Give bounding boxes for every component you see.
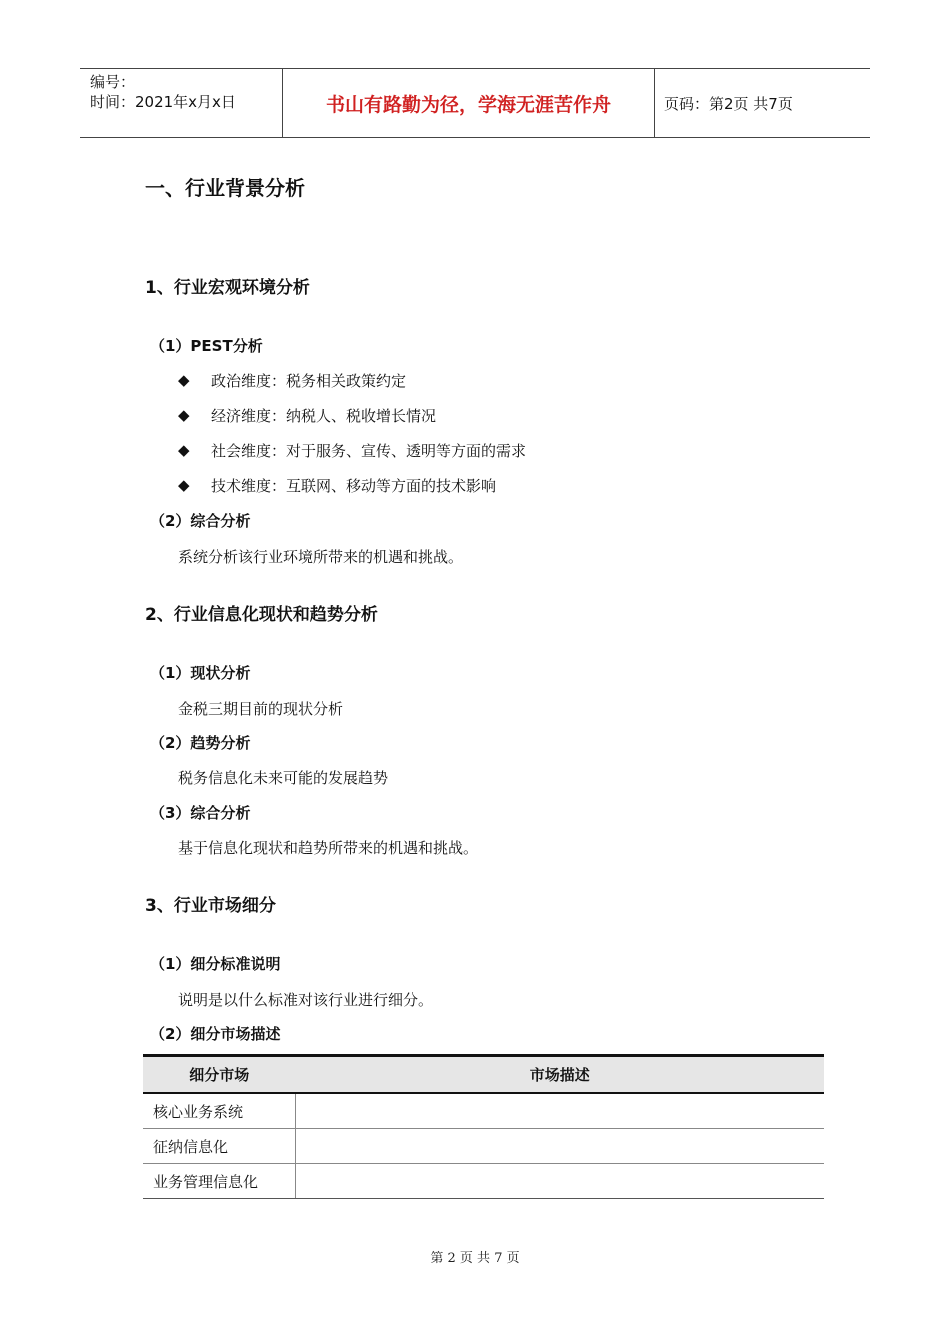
document-header — [80, 68, 870, 138]
table-row — [143, 1164, 824, 1199]
paragraph-status: 金税三期目前的现状分析 — [178, 700, 344, 718]
heading-comprehensive-2: （3）综合分析 — [150, 804, 251, 822]
paragraph-segment-criteria: 说明是以什么标准对该行业进行细分。 — [178, 991, 434, 1009]
bullet-item — [178, 370, 190, 389]
bullet-text-technology: 技术维度：互联网、移动等方面的技术影响 — [211, 477, 497, 495]
table-cell-description — [296, 1129, 825, 1164]
heading-macro-environment: 1、行业宏观环境分析 — [145, 278, 310, 298]
table-cell-description — [296, 1093, 825, 1129]
bullet-text-economic: 经济维度：纳税人、税收增长情况 — [211, 407, 437, 425]
heading-informatization: 2、行业信息化现状和趋势分析 — [145, 605, 378, 625]
table-header-row — [143, 1056, 824, 1094]
heading-trend: （2）趋势分析 — [150, 734, 251, 752]
heading-segment-description: （2）细分市场描述 — [150, 1025, 281, 1043]
heading-comprehensive-1: （2）综合分析 — [150, 512, 251, 530]
table-cell-segment: 征纳信息化 — [143, 1129, 296, 1164]
bullet-item — [178, 405, 190, 424]
bullet-item — [178, 475, 190, 494]
table-row — [143, 1093, 824, 1129]
column-header-description: 市场描述 — [296, 1056, 825, 1094]
paragraph-comprehensive-1: 系统分析该行业环境所带来的机遇和挑战。 — [178, 548, 464, 566]
page-footer: 第 2 页 共 7 页 — [430, 1251, 520, 1266]
header-page-cell — [655, 69, 870, 137]
diamond-bullet-icon: ◆ — [178, 476, 190, 494]
motto: 书山有路勤为径，学海无涯苦作舟 — [325, 93, 611, 116]
heading-status: （1）现状分析 — [150, 664, 251, 682]
bullet-item — [178, 440, 190, 459]
code-label: 编号： — [90, 73, 136, 91]
diamond-bullet-icon: ◆ — [178, 406, 190, 424]
paragraph-trend: 税务信息化未来可能的发展趋势 — [178, 769, 389, 787]
diamond-bullet-icon: ◆ — [178, 371, 190, 389]
table-cell-segment: 核心业务系统 — [143, 1093, 296, 1129]
table-cell-segment: 业务管理信息化 — [143, 1164, 296, 1199]
segment-table — [143, 1054, 824, 1199]
table-row — [143, 1129, 824, 1164]
page-info: 页码：第2页 共7页 — [664, 94, 793, 113]
heading-segment-criteria: （1）细分标准说明 — [150, 955, 281, 973]
header-motto-cell — [282, 69, 655, 137]
header-info-cell — [80, 69, 282, 137]
bullet-text-social: 社会维度：对于服务、宣传、透明等方面的需求 — [211, 442, 527, 460]
paragraph-comprehensive-2: 基于信息化现状和趋势所带来的机遇和挑战。 — [178, 839, 479, 857]
heading-market-segmentation: 3、行业市场细分 — [145, 896, 276, 916]
bullet-text-political: 政治维度：税务相关政策约定 — [211, 372, 407, 390]
column-header-segment: 细分市场 — [143, 1056, 296, 1094]
diamond-bullet-icon: ◆ — [178, 441, 190, 459]
heading-pest: （1）PEST分析 — [150, 337, 263, 355]
time-label: 时间：2021年x月x日 — [90, 93, 236, 111]
section-title: 一、行业背景分析 — [145, 176, 305, 200]
table-cell-description — [296, 1164, 825, 1199]
